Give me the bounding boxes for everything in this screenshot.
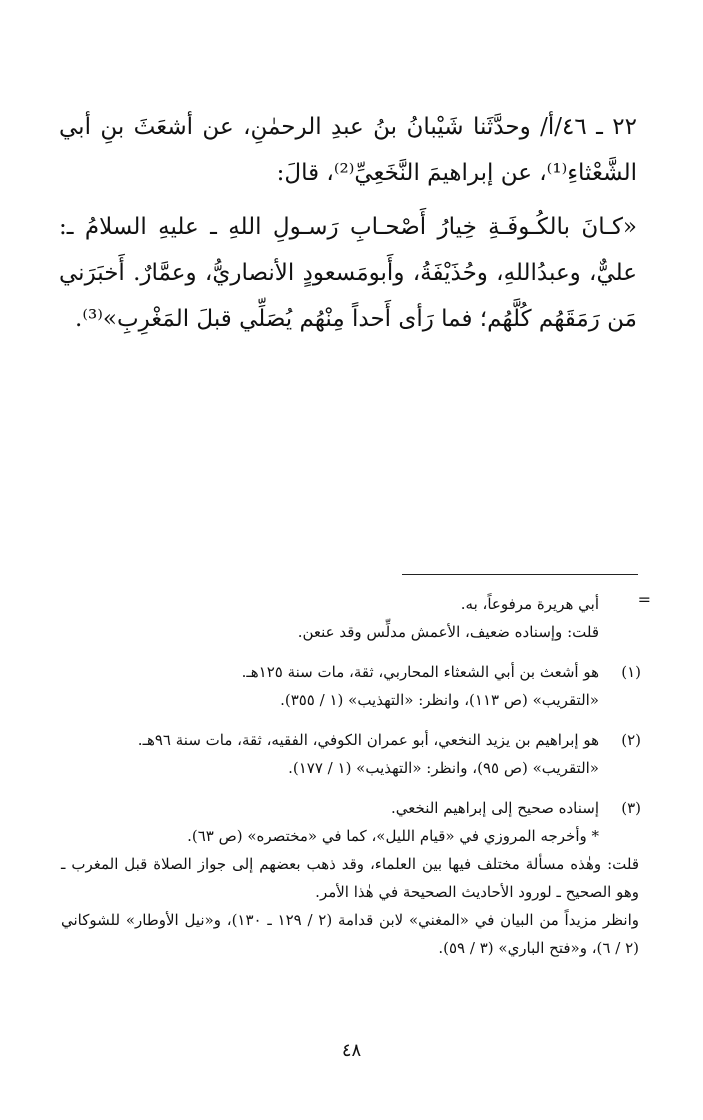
footnote-line: إسناده صحيح إلى إبراهيم النخعي. bbox=[391, 799, 599, 817]
footnote-line: «التقريب» (ص ١١٣)، وانظر: «التهذيب» (١ / ٣٥٥). bbox=[280, 691, 599, 709]
footnote-line: وانظر مزيداً من البيان في «المغني» لابن قدامة (٢ / ١٢٩ ـ ١٣٠)، و«نيل الأوطار» للشوكاني (٢ / ٦)، و«فتح الباري» (٣ / ٥٩). bbox=[61, 911, 639, 957]
hadith-chain: ٢٢ ـ ٤٦/أ/ وحدَّثَنا شَيْبانُ بنُ عبدِ الرحمٰنِ، عن أشعَثَ بنِ أبي الشَّعْثاءِ⁽¹⁾، عن إبراهيمَ النَّخَعِيِّ⁽²⁾، قالَ: bbox=[59, 114, 637, 186]
footnote-line: هو أشعث بن أبي الشعثاء المحاربي، ثقة، مات سنة ١٢٥هـ. bbox=[241, 663, 599, 681]
footnote-number: (٢) bbox=[621, 731, 641, 749]
footnote-separator bbox=[402, 574, 638, 575]
continuation-marker: = bbox=[637, 590, 651, 609]
footnote-line: أبي هريرة مرفوعاً، به. bbox=[460, 595, 599, 613]
footnotes bbox=[61, 590, 639, 962]
footnote-number: (٣) bbox=[621, 799, 641, 817]
footnote-line: هو إبراهيم بن يزيد النخعي، أبو عمران الكوفي، الفقيه، ثقة، مات سنة ٩٦هـ. bbox=[137, 731, 599, 749]
footnote-2 bbox=[61, 726, 639, 782]
footnote-1 bbox=[61, 658, 639, 714]
hadith-text-block bbox=[59, 104, 637, 342]
footnote-line: قلت: وإسناده ضعيف، الأعمش مدلِّس وقد عنعن. bbox=[297, 623, 599, 641]
footnote-carry-over bbox=[61, 590, 599, 646]
footnote-number: (١) bbox=[621, 663, 641, 681]
hadith-matn: «كـانَ بالكُـوفَـةِ خِيارُ أَصْحـابِ رَسـولِ اللهِ ـ عليهِ السلامُ ـ: عليٌّ، وعبدُاللهِ، وحُذَيْفَةُ، وأَبومَسعودٍ الأنصاريُّ، وعمَّارٌ. أَخبَرَني مَن رَمَقَهُم كُلَّهُم؛ فما رَأى أَحداً مِنْهُم يُصَلِّي قبلَ المَغْرِبِ»⁽³⁾. bbox=[59, 214, 637, 332]
footnote-line: * وأخرجه المروزي في «قيام الليل»، كما في «مختصره» (ص ٦٣). bbox=[187, 827, 599, 845]
footnote-3 bbox=[61, 794, 639, 962]
page-number: ٤٨ bbox=[341, 1040, 362, 1061]
footnote-line: «التقريب» (ص ٩٥)، وانظر: «التهذيب» (١ / ١٧٧). bbox=[288, 759, 599, 777]
footnote-line: قلت: وهٰذه مسألة مختلف فيها بين العلماء، وقد ذهب بعضهم إلى جواز الصلاة قبل المغرب ـ وهو الصحيح ـ لورود الأحاديث الصحيحة في هٰذا الأمر. bbox=[61, 855, 639, 901]
